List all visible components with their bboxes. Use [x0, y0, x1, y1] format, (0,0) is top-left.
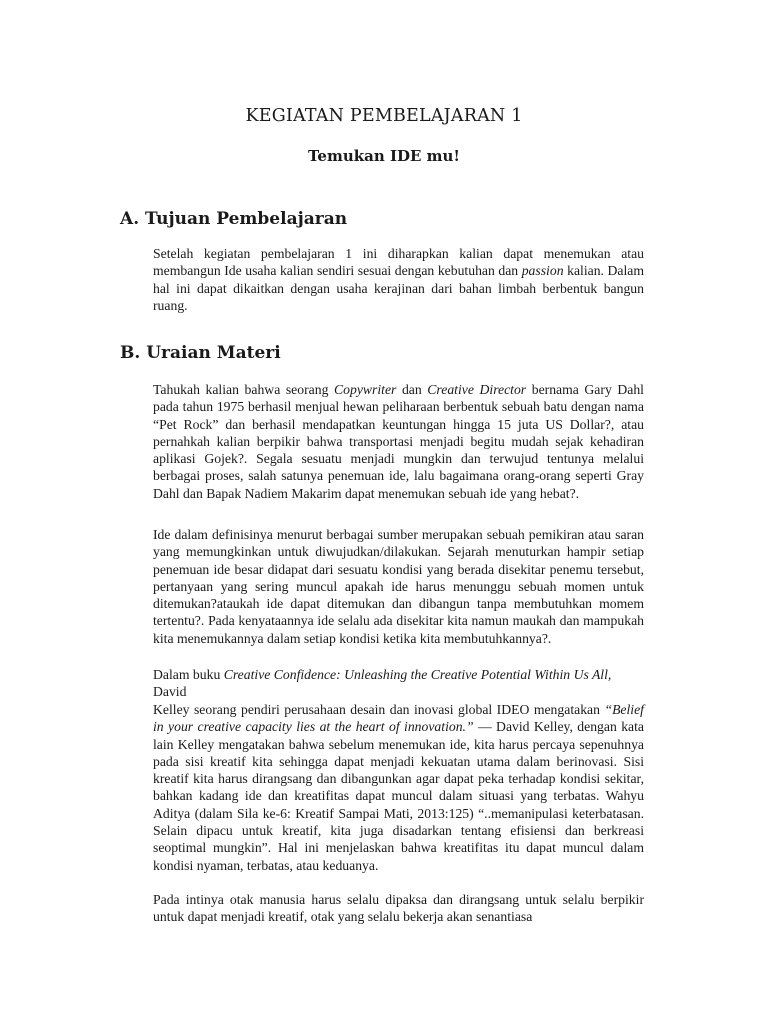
section-b-paragraph-4: Kelley seorang pendiri perusahaan desain dan inovasi global IDEO mengatakan “Belief in your creative capacity lies at the heart of innovation.” — David Kelley, dengan kata lain Kelley mengatakan bahwa sebelum menemukan ide, kita harus percaya sepenuhnya pada sisi kreatif kita sehingga dapat menjadi kekuatan utama dalam berinovasi. Sisi kreatif kita harus dirangsang dan dibangunkan agar dapat peka terhadap kondisi sekitar, bahkan kadang ide dan kreatifitas dapat muncul dalam situasi yang terbatas. Wahyu Aditya (dalam Sila ke-6: Kreatif Sampai Mati, 2013:125) “..memanipulasi keterbatasan. Selain dipacu untuk kreatif, kita juga disadarkan tentang efisiensi dan berkreasi seoptimal mungkin”. Hal ini menjelaskan bahwa kreatifitas itu dapat muncul dalam kondisi nyaman, terbatas, atau keduanya.: [153, 702, 644, 873]
section-b-paragraph-2: Ide dalam definisinya menurut berbagai sumber merupakan sebuah pemikiran atau saran yang memungkinkan untuk diwujudkan/dilakukan. Sejarah menuturkan hampir setiap penemuan ide besar didapat dari sesuatu kondisi yang berada disekitar penemu tersebut, pertanyaan yang sering muncul apakah ide harus menunggu sebuah momen untuk ditemukan?ataukah ide dapat ditemukan dan dibangun tanpa membutuhkan momem tertentu?. Pada kenyataannya ide selalu ada disekitar kita namun maukah dan mampukah kita menemukannya dalam setiap kondisi ketika kita membutuhkannya?.: [153, 527, 644, 646]
section-a-paragraph: Setelah kegiatan pembelajaran 1 ini diharapkan kalian dapat menemukan atau membangun Ide usaha kalian sendiri sesuai dengan kebutuhan dan passion kalian. Dalam hal ini dapat dikaitkan dengan usaha kerajinan dari bahan limbah berbentuk bangun ruang.: [153, 246, 644, 313]
section-b-paragraph-3: Dalam buku Creative Confidence: Unleashing the Creative Potential Within Us All, David: [153, 667, 612, 700]
page-subtitle: Temukan IDE mu!: [307, 147, 461, 165]
section-b-heading: B. Uraian Materi: [120, 343, 281, 363]
section-b-paragraph-5: Pada intinya otak manusia harus selalu dipaksa dan dirangsang untuk selalu berpikir untuk dapat menjadi kreatif, otak yang selalu bekerja akan senantiasa: [153, 892, 644, 925]
page-title: KEGIATAN PEMBELAJARAN 1: [245, 106, 523, 126]
section-b-paragraph-1: Tahukah kalian bahwa seorang Copywriter dan Creative Director bernama Gary Dahl pada tahun 1975 berhasil menjual hewan peliharaan berbentuk sebuah batu dengan nama “Pet Rock” dan berhasil mendapatkan keuntungan hingga 15 juta US Dollar?, atau pernahkah kalian berpikir bahwa transportasi menjadi begitu mudah sejak kehadiran aplikasi Gojek?. Segala sesuatu menjadi mungkin dan terwujud tentunya melalui berbagai proses, salah satunya penemuan ide, lalu bagaimana orang-orang seperti Gray Dahl dan Bapak Nadiem Makarim dapat menemukan sebuah ide yang hebat?.: [153, 382, 644, 501]
section-a-heading: A. Tujuan Pembelajaran: [120, 209, 348, 229]
